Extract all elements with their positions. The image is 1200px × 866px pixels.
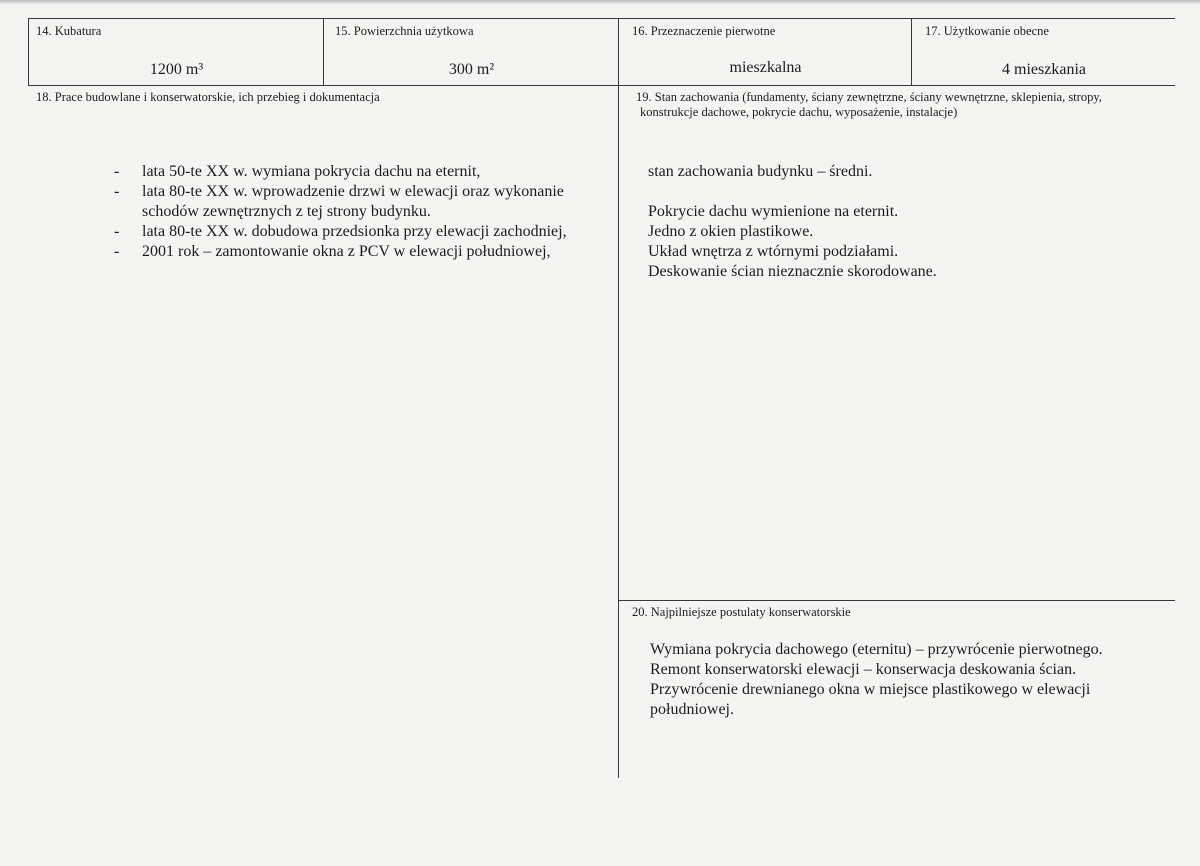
list-item [110, 222, 610, 242]
field-15-value: 300 m² [448, 61, 495, 78]
top-border-line [28, 18, 1175, 19]
list-item [110, 182, 610, 222]
field-18-label: 18. Prace budowlane i konserwatorskie, ich przebieg i dokumentacja [36, 90, 380, 104]
bullet-dash: - [114, 223, 120, 240]
field-19-line: Deskowanie ścian nieznacznie skorodowane. [648, 263, 937, 280]
list-item-text: 2001 rok – zamontowanie okna z PCV w elewacji południowej, [142, 243, 551, 260]
scan-edge [0, 0, 1200, 4]
field-19-label: 19. Stan zachowania (fundamenty, ściany zewnętrzne, ściany wewnętrzne, sklepienia, stropy, konstrukcje dachowe, pokrycie dachu, wyposażenie, instalacje) [636, 90, 1102, 119]
field-18-list [110, 162, 610, 262]
field-17-label: 17. Użytkowanie obecne [925, 24, 1049, 38]
bullet-dash: - [114, 243, 120, 260]
list-item [110, 242, 610, 262]
field-16-label: 16. Przeznaczenie pierwotne [632, 24, 776, 38]
left-border-line [28, 18, 29, 86]
field-17-value: 4 mieszkania [1002, 61, 1086, 78]
field-20-line: Wymiana pokrycia dachowego (eternitu) – przywrócenie pierwotnego. [650, 641, 1103, 658]
field-20-line: Przywrócenie drewnianego okna w miejsce plastikowego w elewacji południowej. [650, 681, 1091, 718]
field-20-line: Remont konserwatorski elewacji – konserwacja deskowania ścian. [650, 661, 1077, 678]
col-divider-17 [911, 18, 912, 86]
col-divider-15 [323, 18, 324, 86]
list-item-text: lata 50-te XX w. wymiana pokrycia dachu na eternit, [142, 163, 481, 180]
field-16-value: mieszkalna [729, 59, 802, 76]
section-19-20-divider-line [619, 600, 1175, 601]
field-19-line: Układ wnętrza z wtórnymi podziałami. [648, 243, 899, 260]
field-14-value: 1200 m³ [149, 61, 204, 78]
bullet-dash: - [114, 183, 120, 200]
field-20-label: 20. Najpilniejsze postulaty konserwatorskie [632, 605, 851, 619]
bullet-dash: - [114, 163, 120, 180]
field-19-line: Jedno z okien plastikowe. [648, 223, 814, 240]
row-divider-line [28, 85, 1175, 86]
col-divider-16 [618, 18, 619, 778]
field-19-summary: stan zachowania budynku – średni. [648, 163, 873, 180]
field-14-label: 14. Kubatura [36, 24, 102, 38]
field-15-label: 15. Powierzchnia użytkowa [335, 24, 474, 38]
list-item-text: lata 80-te XX w. wprowadzenie drzwi w elewacji oraz wykonanie schodów zewnętrznych z tej strony budynku. [142, 183, 564, 220]
list-item [110, 162, 610, 182]
field-19-line: Pokrycie dachu wymienione na eternit. [648, 203, 899, 220]
list-item-text: lata 80-te XX w. dobudowa przedsionka przy elewacji zachodniej, [142, 223, 567, 240]
